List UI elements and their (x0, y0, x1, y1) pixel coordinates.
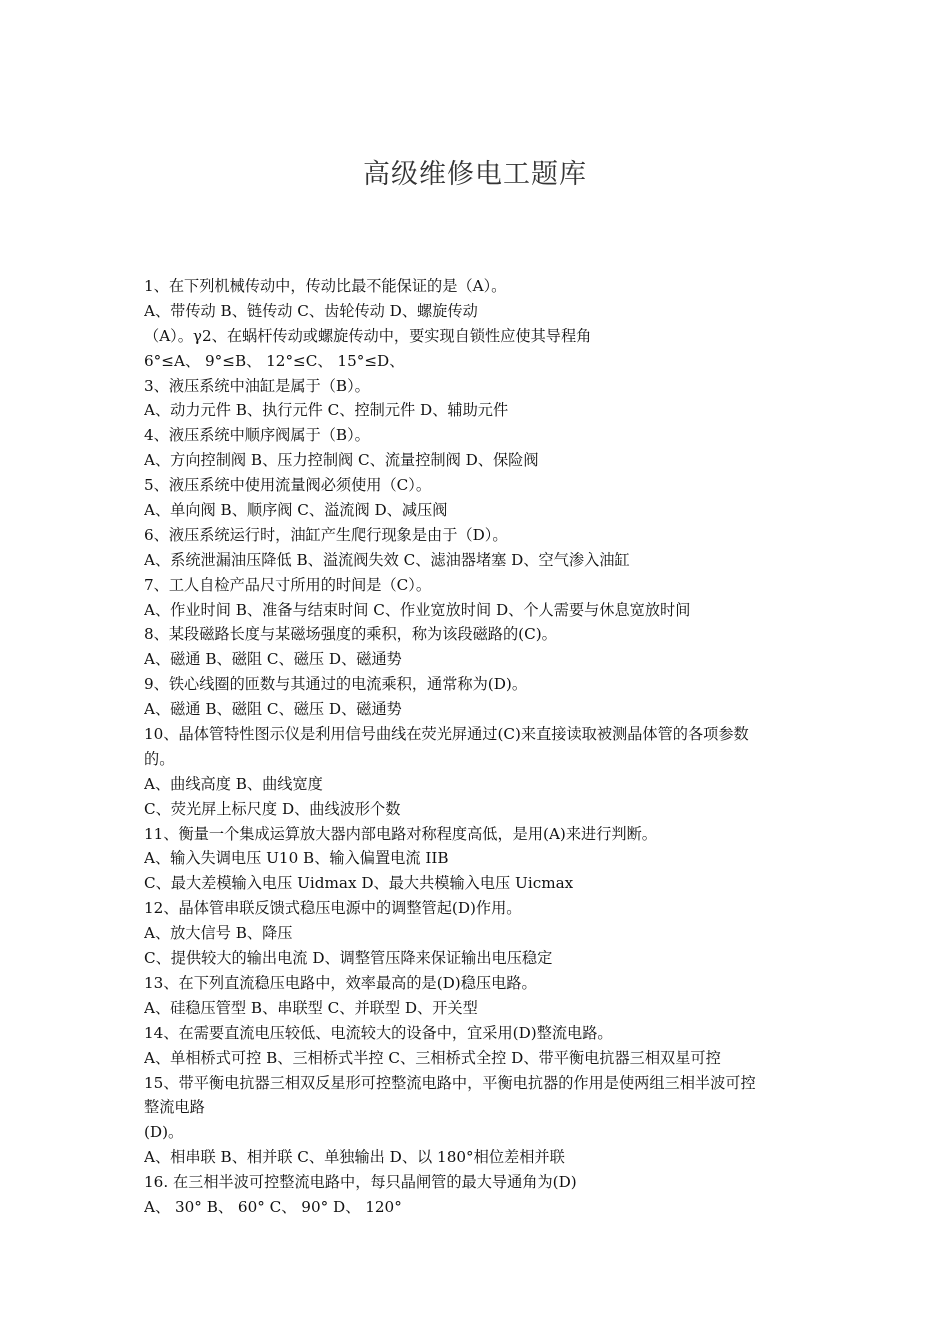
text-line: A、放大信号 B、降压 (144, 924, 293, 943)
text-line: A、作业时间 B、准备与结束时间 C、作业宽放时间 D、个人需要与休息宽放时间 (144, 600, 691, 619)
document-body (144, 274, 812, 1220)
text-line: 15、带平衡电抗器三相双反星形可控整流电路中，平衡电抗器的作用是使两组三相半波可控 (144, 1073, 756, 1092)
text-line: A、输入失调电压 U10 B、输入偏置电流 IIB (144, 849, 449, 868)
text-line: 7、工人自检产品尺寸所用的时间是（C）。 (144, 575, 432, 594)
text-line: A、带传动 B、链传动 C、齿轮传动 D、螺旋传动 (144, 301, 478, 320)
text-line: A、单相桥式可控 B、三相桥式半控 C、三相桥式全控 D、带平衡电抗器三相双星可控 (144, 1048, 721, 1067)
text-line: 6、液压系统运行时，油缸产生爬行现象是由于（D）。 (144, 525, 508, 544)
text-line: C、最大差模输入电压 Uidmax D、最大共模输入电压 Uicmax (144, 874, 574, 893)
text-line: 8、某段磁路长度与某磁场强度的乘积，称为该段磁路的(C)。 (144, 625, 557, 644)
text-line: C、荧光屏上标尺度 D、曲线波形个数 (144, 799, 401, 818)
text-line: 1、在下列机械传动中，传动比最不能保证的是（A）。 (144, 277, 507, 295)
text-line: （A）。γ2、在蜗杆传动或螺旋传动中，要实现自锁性应使其导程角 (144, 326, 592, 345)
text-line: 6°≤A、 9°≤B、 12°≤C、 15°≤D、 (144, 351, 405, 370)
text-line: 12、晶体管串联反馈式稳压电源中的调整管起(D)作用。 (144, 899, 522, 918)
text-line: 4、液压系统中顺序阀属于（B）。 (144, 426, 370, 445)
text-line: 5、液压系统中使用流量阀必须使用（C）。 (144, 476, 432, 495)
text-line: C、提供较大的输出电流 D、调整管压降来保证输出电压稳定 (144, 949, 553, 968)
text-line: A、磁通 B、磁阻 C、磁压 D、磁通势 (144, 700, 402, 719)
text-line: A、磁通 B、磁阻 C、磁压 D、磁通势 (144, 650, 402, 669)
text-line: 14、在需要直流电压较低、电流较大的设备中，宜采用(D)整流电路。 (144, 1023, 613, 1042)
text-line: A、曲线高度 B、曲线宽度 (144, 774, 323, 793)
text-line: A、系统泄漏油压降低 B、溢流阀失效 C、滤油器堵塞 D、空气渗入油缸 (144, 550, 630, 569)
text-line: A、方向控制阀 B、压力控制阀 C、流量控制阀 D、保险阀 (144, 451, 539, 470)
text-line: 的。 (144, 749, 175, 768)
document-title: 高级维修电工题库 (363, 159, 587, 190)
text-line: A、硅稳压管型 B、串联型 C、并联型 D、开关型 (144, 998, 478, 1017)
text-line: 整流电路 (144, 1098, 205, 1117)
text-line: A、相串联 B、相并联 C、单独输出 D、以 180°相位差相并联 (144, 1148, 565, 1167)
text-line: 13、在下列直流稳压电路中，效率最高的是(D)稳压电路。 (144, 973, 537, 992)
text-line: 9、铁心线圈的匝数与其通过的电流乘积，通常称为(D)。 (144, 675, 528, 694)
text-line: 10、晶体管特性图示仪是利用信号曲线在荧光屏通过(C)来直接读取被测晶体管的各项参数 (144, 725, 749, 744)
text-line: A、 30° B、 60° C、 90° D、 120° (144, 1197, 402, 1216)
text-line: A、动力元件 B、执行元件 C、控制元件 D、辅助元件 (144, 401, 509, 420)
text-line: 3、液压系统中油缸是属于（B）。 (144, 376, 370, 395)
text-line: (D)。 (144, 1123, 184, 1142)
text-line: 11、衡量一个集成运算放大器内部电路对称程度高低，是用(A)来进行判断。 (144, 824, 657, 843)
text-line: 16. 在三相半波可控整流电路中，每只晶闸管的最大导通角为(D) (144, 1173, 577, 1192)
text-line: A、单向阀 B、顺序阀 C、溢流阀 D、减压阀 (144, 501, 448, 520)
